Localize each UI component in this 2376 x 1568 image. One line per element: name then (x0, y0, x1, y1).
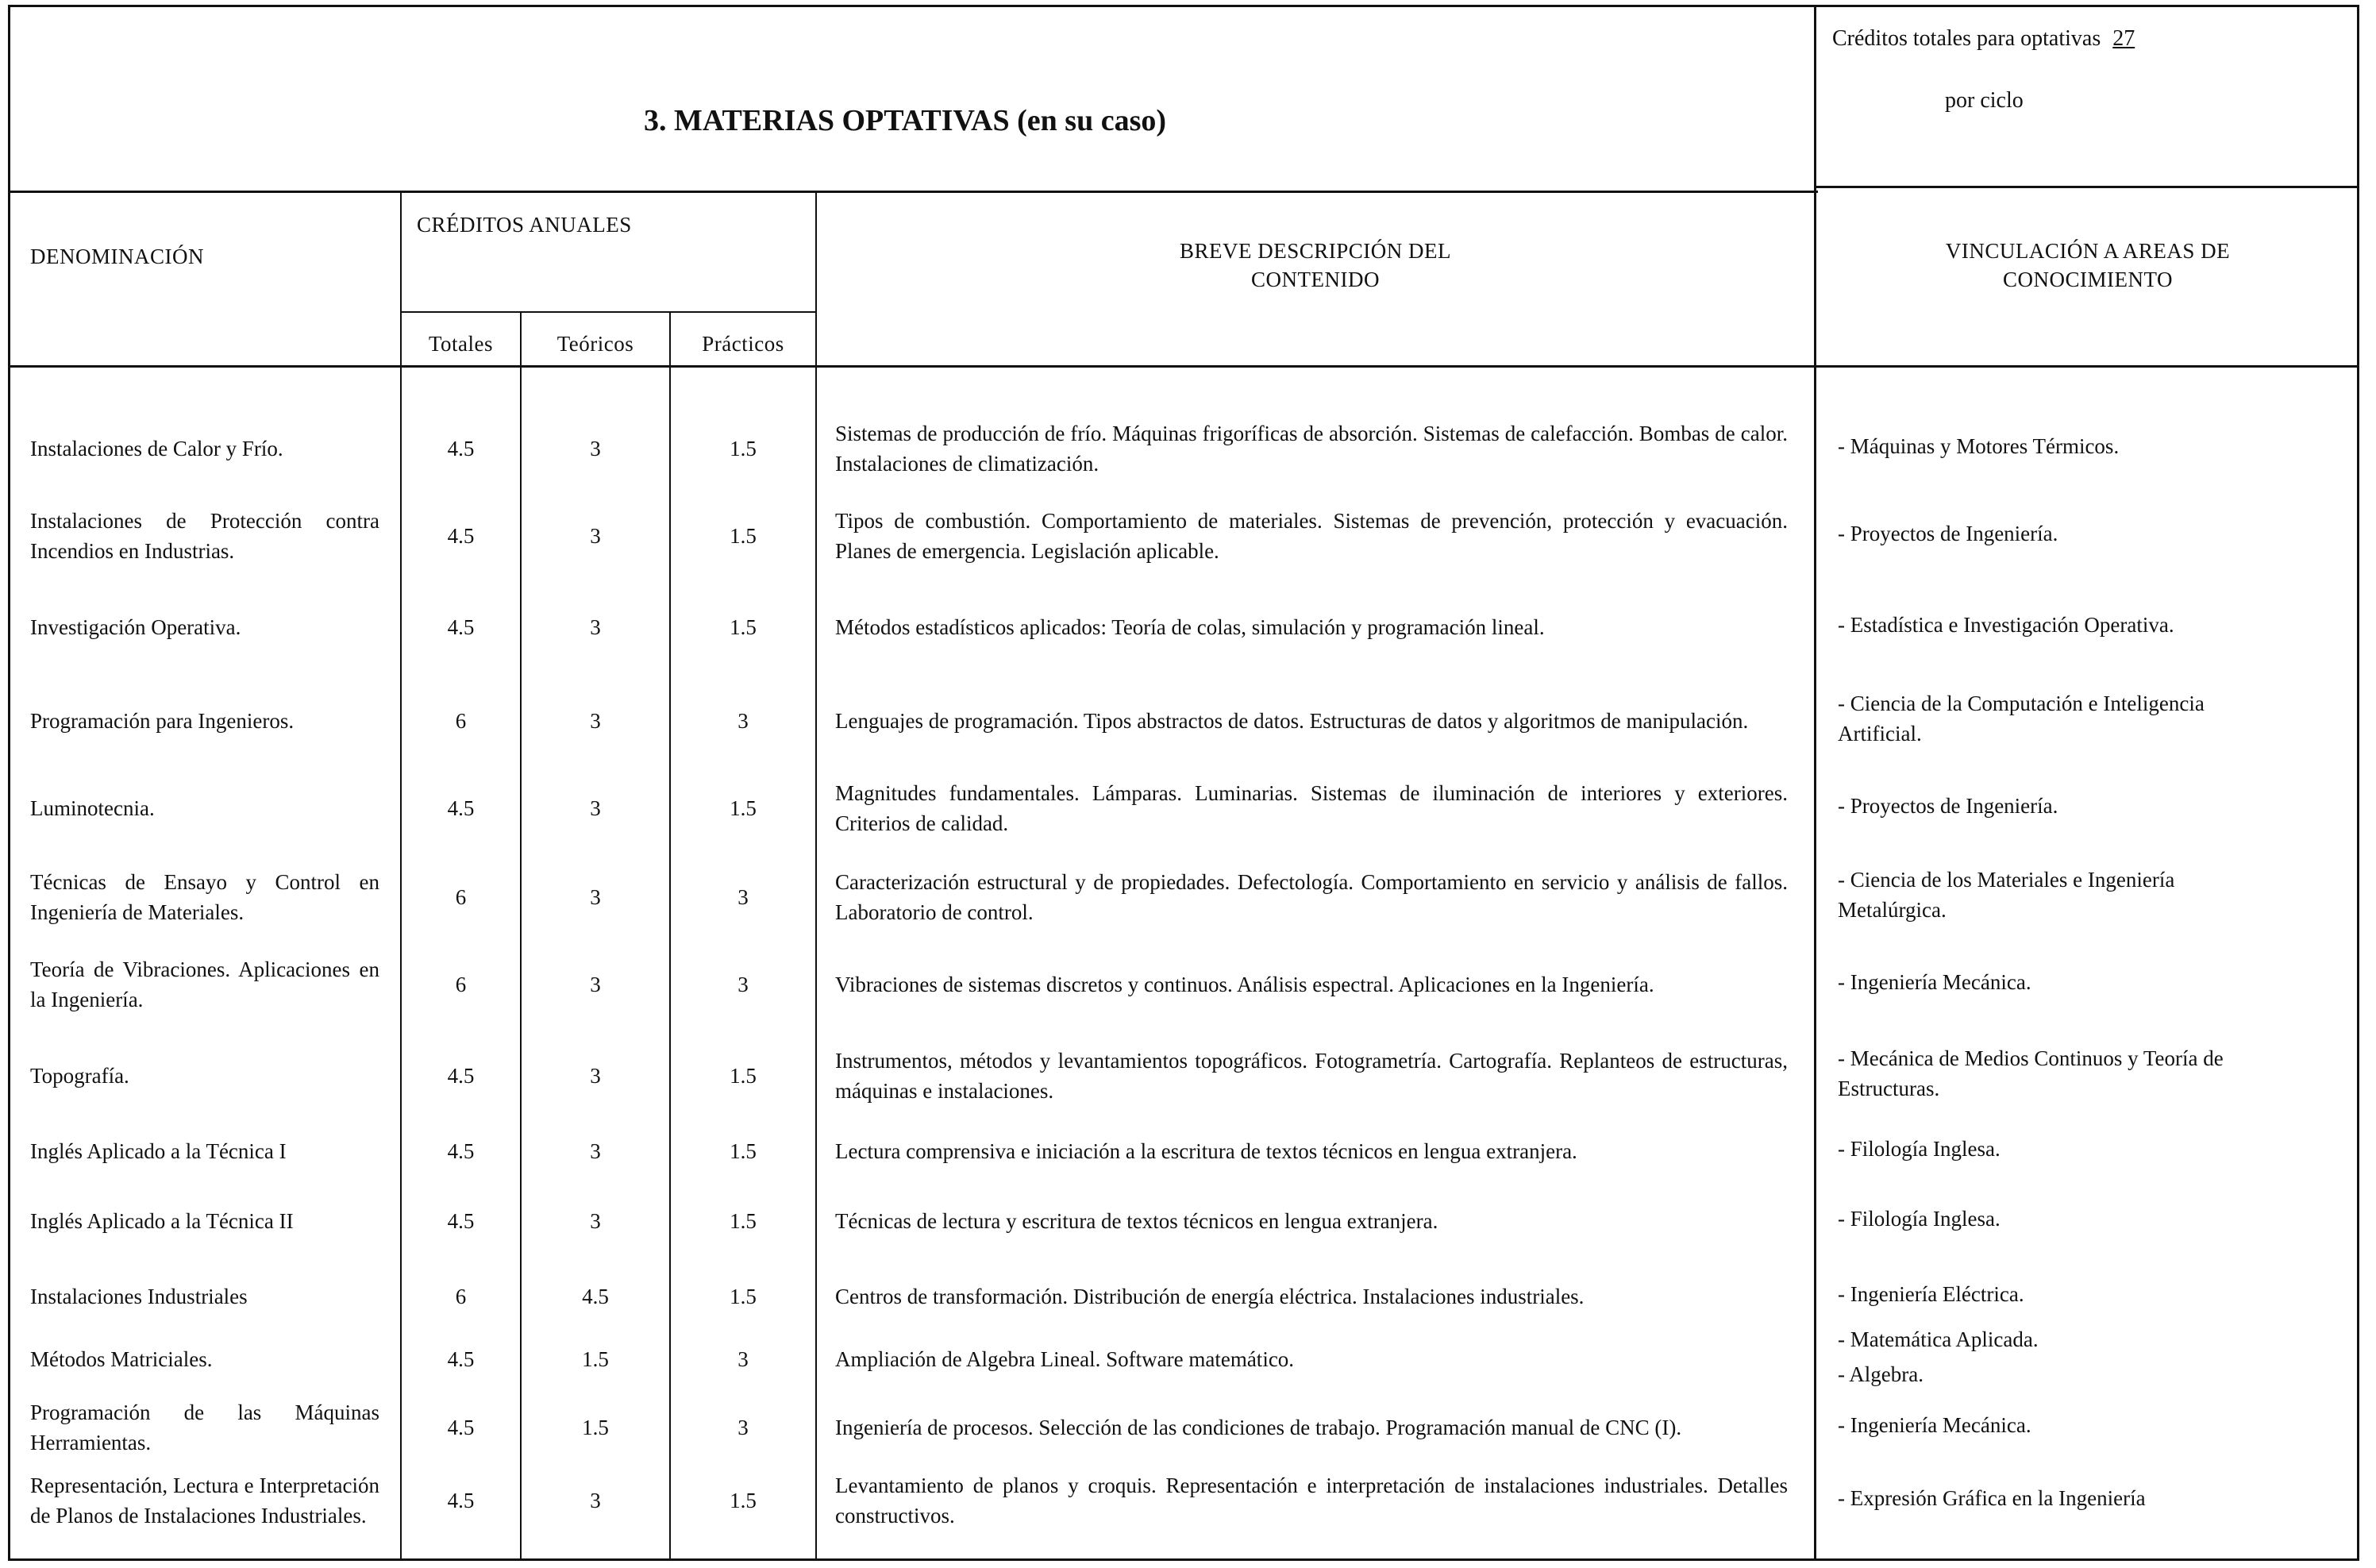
col-header-denominacion: DENOMINACIÓN (30, 245, 204, 268)
col-header-descripcion-line1: BREVE DESCRIPCIÓN DEL (1179, 239, 1451, 263)
credits-practicos: 1.5 (730, 796, 757, 820)
credits-subdivider (401, 311, 816, 313)
knowledge-areas (1838, 410, 2282, 487)
credits-teoricos: 3 (590, 709, 601, 733)
credits-totales: 4.5 (447, 1416, 475, 1439)
knowledge-area-item: - Matemática Aplicada. (1838, 1327, 2039, 1351)
header-divider (8, 191, 1818, 193)
knowledge-areas (1838, 1389, 2282, 1466)
credits-teoricos: 4.5 (582, 1285, 609, 1308)
subject-name: Representación, Lectura e Interpretación de Planos de Instalaciones Industriales. (30, 1474, 379, 1528)
credits-practicos: 1.5 (730, 1209, 757, 1233)
col-header-vinculacion-line1: VINCULACIÓN A AREAS DE (1945, 239, 2231, 263)
knowledge-area-item: - Máquinas y Motores Térmicos. (1838, 434, 2120, 458)
credits-practicos: 1.5 (730, 1285, 757, 1308)
knowledge-area-item: - Ciencia de la Computación e Inteligencia Artificial. (1838, 692, 2205, 745)
section-title-suffix: (en su caso) (1017, 104, 1167, 137)
credits-totales: 4.5 (447, 1489, 475, 1512)
credits-teoricos: 3 (590, 885, 601, 909)
knowledge-areas (1838, 1183, 2282, 1259)
col-header-vinculacion-line2: CONOCIMIENTO (2003, 268, 2173, 291)
credits-totales: 6 (455, 1285, 467, 1308)
knowledge-areas (1838, 1321, 2282, 1397)
knowledge-area-item: - Ingeniería Eléctrica. (1838, 1282, 2024, 1306)
credits-teoricos: 3 (590, 1489, 601, 1512)
credits-teoricos: 1.5 (582, 1347, 609, 1371)
col-header-descripcion-line2: CONTENIDO (1251, 268, 1380, 291)
subject-name: Instalaciones de Calor y Frío. (30, 437, 283, 460)
knowledge-area-item: - Proyectos de Ingeniería. (1838, 522, 2058, 545)
credits-teoricos: 3 (590, 1209, 601, 1233)
subject-description: Ampliación de Algebra Lineal. Software matemático. (835, 1347, 1295, 1371)
subject-description: Lenguajes de programación. Tipos abstractos de datos. Estructuras de datos y algoritmos de manipulación. (835, 709, 1749, 733)
credits-practicos: 3 (737, 973, 749, 996)
column-header-bottom (8, 365, 2359, 368)
knowledge-area-item: - Proyectos de Ingeniería. (1838, 794, 2058, 818)
subject-name: Topografía. (30, 1064, 129, 1088)
credits-total-value: 27 (2112, 26, 2135, 51)
credits-practicos: 1.5 (730, 1489, 757, 1512)
subject-name: Investigación Operativa. (30, 615, 241, 639)
knowledge-areas (1838, 683, 2282, 759)
subject-name: Técnicas de Ensayo y Control en Ingeniería de Materiales. (30, 870, 379, 924)
subject-name: Instalaciones de Protección contra Incendios en Industrias. (30, 509, 379, 563)
col-divider-practicos (815, 191, 817, 1561)
credits-teoricos: 3 (590, 615, 601, 639)
col-header-vinculacion (1816, 237, 2359, 294)
credits-teoricos: 3 (590, 437, 601, 460)
credits-practicos: 1.5 (730, 437, 757, 460)
subject-name: Métodos Matriciales. (30, 1347, 213, 1371)
credits-practicos: 3 (737, 1347, 749, 1371)
credits-totales: 4.5 (447, 437, 475, 460)
credits-practicos: 1.5 (730, 524, 757, 548)
subject-description: Ingeniería de procesos. Selección de las condiciones de trabajo. Programación manual de CNC (I). (835, 1416, 1682, 1439)
knowledge-areas (1838, 498, 2282, 574)
subject-description: Tipos de combustión. Comportamiento de materiales. Sistemas de prevención, protección y evacuación. Planes de emergencia. Legislación aplicable. (835, 509, 1788, 563)
header-divider-right (1814, 186, 2359, 188)
credits-totales: 4.5 (447, 1347, 475, 1371)
credits-total-label: Créditos totales para optativas (1832, 26, 2101, 51)
subject-name: Programación de las Máquinas Herramientas. (30, 1400, 379, 1454)
credits-totales: 4.5 (447, 1139, 475, 1163)
credits-practicos: 3 (737, 1416, 749, 1439)
col-header-creditos: CRÉDITOS ANUALES (417, 213, 632, 237)
credits-practicos: 1.5 (730, 615, 757, 639)
credits-practicos: 1.5 (730, 1139, 757, 1163)
col-header-descripcion (817, 237, 1814, 294)
subject-name: Programación para Ingenieros. (30, 709, 295, 733)
knowledge-area-item: - Mecánica de Medios Continuos y Teoría de Estructuras. (1838, 1046, 2224, 1100)
knowledge-area-item: - Filología Inglesa. (1838, 1137, 2001, 1161)
credits-practicos: 1.5 (730, 1064, 757, 1088)
subject-description: Levantamiento de planos y croquis. Representación e interpretación de instalaciones industriales. Detalles constructivos. (835, 1474, 1788, 1528)
knowledge-area-item: - Filología Inglesa. (1838, 1207, 2001, 1231)
knowledge-areas (1838, 589, 2282, 665)
credits-totales: 6 (455, 709, 467, 733)
col-header-teoricos: Teóricos (556, 332, 634, 356)
credits-practicos: 3 (737, 709, 749, 733)
subject-description: Instrumentos, métodos y levantamientos topográficos. Fotogrametría. Cartografía. Replanteos de estructuras, máquinas e instalaciones. (835, 1049, 1788, 1103)
credits-teoricos: 3 (590, 1139, 601, 1163)
subject-description: Caracterización estructural y de propiedades. Defectología. Comportamiento en servicio y análisis de fallos. Laboratorio de control. (835, 870, 1788, 924)
col-header-practicos: Prácticos (702, 332, 784, 356)
knowledge-areas (1838, 859, 2282, 935)
knowledge-areas (1838, 770, 2282, 846)
section-title (0, 103, 1810, 138)
subject-name: Luminotecnia. (30, 796, 155, 820)
subject-name: Teoría de Vibraciones. Aplicaciones en la Ingeniería. (30, 957, 379, 1011)
credits-totales: 6 (455, 885, 467, 909)
subject-description: Vibraciones de sistemas discretos y continuos. Análisis espectral. Aplicaciones en la Ingeniería. (835, 973, 1654, 996)
credits-teoricos: 1.5 (582, 1416, 609, 1439)
knowledge-area-item: - Ciencia de los Materiales e Ingeniería Metalúrgica. (1838, 868, 2175, 922)
credits-totales: 6 (455, 973, 467, 996)
section-title-text: 3. MATERIAS OPTATIVAS (643, 104, 1010, 137)
credits-totales: 4.5 (447, 524, 475, 548)
col-header-totales: Totales (428, 332, 494, 356)
credits-teoricos: 3 (590, 1064, 601, 1088)
knowledge-areas (1838, 1038, 2282, 1114)
knowledge-area-item: - Ingeniería Mecánica. (1838, 1413, 2031, 1437)
credits-teoricos: 3 (590, 973, 601, 996)
credits-totales: 4.5 (447, 796, 475, 820)
credits-teoricos: 3 (590, 796, 601, 820)
knowledge-area-item: - Ingeniería Mecánica. (1838, 970, 2031, 994)
subject-name: Inglés Aplicado a la Técnica I (30, 1139, 287, 1163)
credits-practicos: 3 (737, 885, 749, 909)
subject-name: Instalaciones Industriales (30, 1285, 248, 1308)
knowledge-area-item: - Expresión Gráfica en la Ingeniería (1838, 1486, 2146, 1510)
subject-description: Lectura comprensiva e iniciación a la escritura de textos técnicos en lengua extranjera. (835, 1139, 1577, 1163)
credits-totales: 4.5 (447, 1209, 475, 1233)
knowledge-areas (1838, 946, 2282, 1023)
subject-name: Inglés Aplicado a la Técnica II (30, 1209, 294, 1233)
subject-description: Técnicas de lectura y escritura de textos técnicos en lengua extranjera. (835, 1209, 1438, 1233)
subject-description: Sistemas de producción de frío. Máquinas frigoríficas de absorción. Sistemas de calefacción. Bombas de calor. Instalaciones de climatización. (835, 422, 1788, 476)
subject-description: Métodos estadísticos aplicados: Teoría de colas, simulación y programación lineal. (835, 615, 1545, 639)
credits-total (1832, 24, 2135, 54)
credits-totales: 4.5 (447, 1064, 475, 1088)
credits-totales: 4.5 (447, 615, 475, 639)
subject-description: Centros de transformación. Distribución de energía eléctrica. Instalaciones industriales. (835, 1285, 1585, 1308)
credits-teoricos: 3 (590, 524, 601, 548)
knowledge-area-item: - Estadística e Investigación Operativa. (1838, 613, 2174, 637)
knowledge-area-item: - Algebra. (1838, 1362, 1924, 1386)
knowledge-areas (1838, 1113, 2282, 1189)
per-cycle: por ciclo (1945, 88, 2024, 113)
subject-description: Magnitudes fundamentales. Lámparas. Luminarias. Sistemas de iluminación de interiores y exteriores. Criterios de calidad. (835, 781, 1788, 835)
knowledge-areas (1838, 1462, 2282, 1539)
